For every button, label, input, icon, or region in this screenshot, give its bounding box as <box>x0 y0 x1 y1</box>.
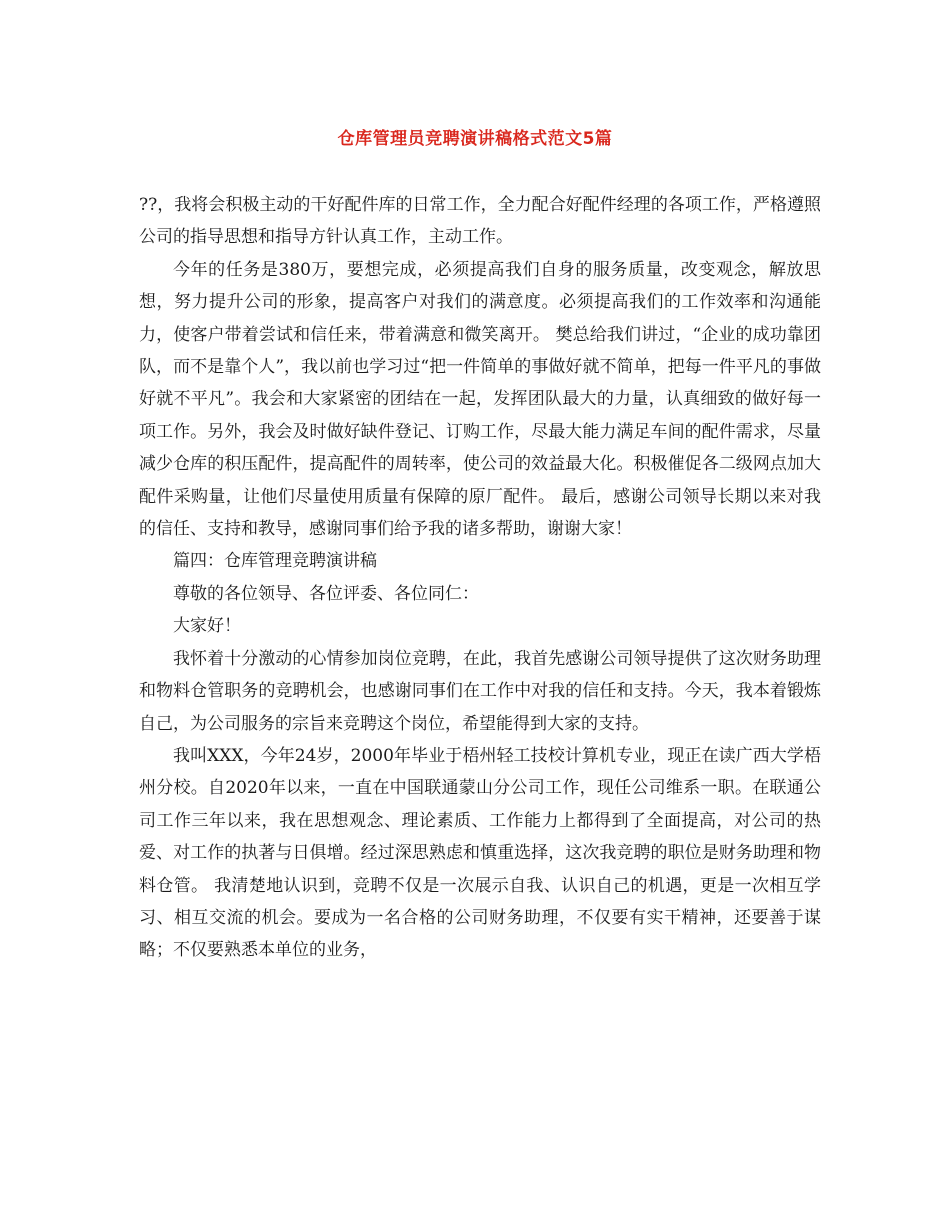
paragraph: 今年的任务是380万，要想完成，必须提高我们自身的服务质量，改变观念，解放思想，努力提升公司的形象，提高客户对我们的满意度。必须提高我们的工作效率和沟通能力，使客户带着尝试和信任来，带着满意和微笑离开。 樊总给我们讲过，“企业的成功靠团队，而不是靠个人”，我以前也学习过“把一件简单的事做好就不简单，把每一件平凡的事做好就不平凡”。我会和大家紧密的团结在一起，发挥团队最大的力量，认真细致的做好每一项工作。另外，我会及时做好缺件登记、订购工作，尽最大能力满足车间的配件需求，尽量减少仓库的积压配件，提高配件的周转率，使公司的效益最大化。积极催促各二级网点加大配件采购量，让他们尽量使用质量有保障的原厂配件。 最后，感谢公司领导长期以来对我的信任、支持和教导，感谢同事们给予我的诸多帮助，谢谢大家！ <box>139 259 821 540</box>
paragraph: ??，我将会积极主动的干好配件库的日常工作，全力配合好配件经理的各项工作，严格遵照公司的指导思想和指导方针认真工作，主动工作。 <box>139 195 821 248</box>
salutation: 尊敬的各位领导、各位评委、各位同仁： <box>173 583 479 604</box>
document-title: 仓库管理员竞聘演讲稿格式范文5篇 <box>337 129 613 149</box>
paragraph: 我怀着十分激动的心情参加岗位竞聘，在此，我首先感谢公司领导提供了这次财务助理和物料仓管职务的竞聘机会，也感谢同事们在工作中对我的信任和支持。今天，我本着锻炼自己，为公司服务的宗旨来竞聘这个岗位，希望能得到大家的支持。 <box>139 648 821 734</box>
document-body <box>139 189 821 967</box>
section-heading: 篇四：仓库管理竞聘演讲稿 <box>173 551 377 572</box>
paragraph: 我叫XXX，今年24岁，2000年毕业于梧州轻工技校计算机专业，现正在读广西大学梧州分校。自2020年以来，一直在中国联通蒙山分公司工作，现任公司维系一职。在联通公司工作三年以来，我在思想观念、理论素质、工作能力上都得到了全面提高，对公司的热爱、对工作的执著与日俱增。经过深思熟虑和慎重选择，这次我竞聘的职位是财务助理和物料仓管。 我清楚地认识到，竞聘不仅是一次展示自我、认识自己的机遇，更是一次相互学习、相互交流的机会。要成为一名合格的公司财务助理，不仅要有实干精神，还要善于谋略；不仅要熟悉本单位的业务， <box>139 745 821 961</box>
greeting: 大家好！ <box>173 616 241 637</box>
